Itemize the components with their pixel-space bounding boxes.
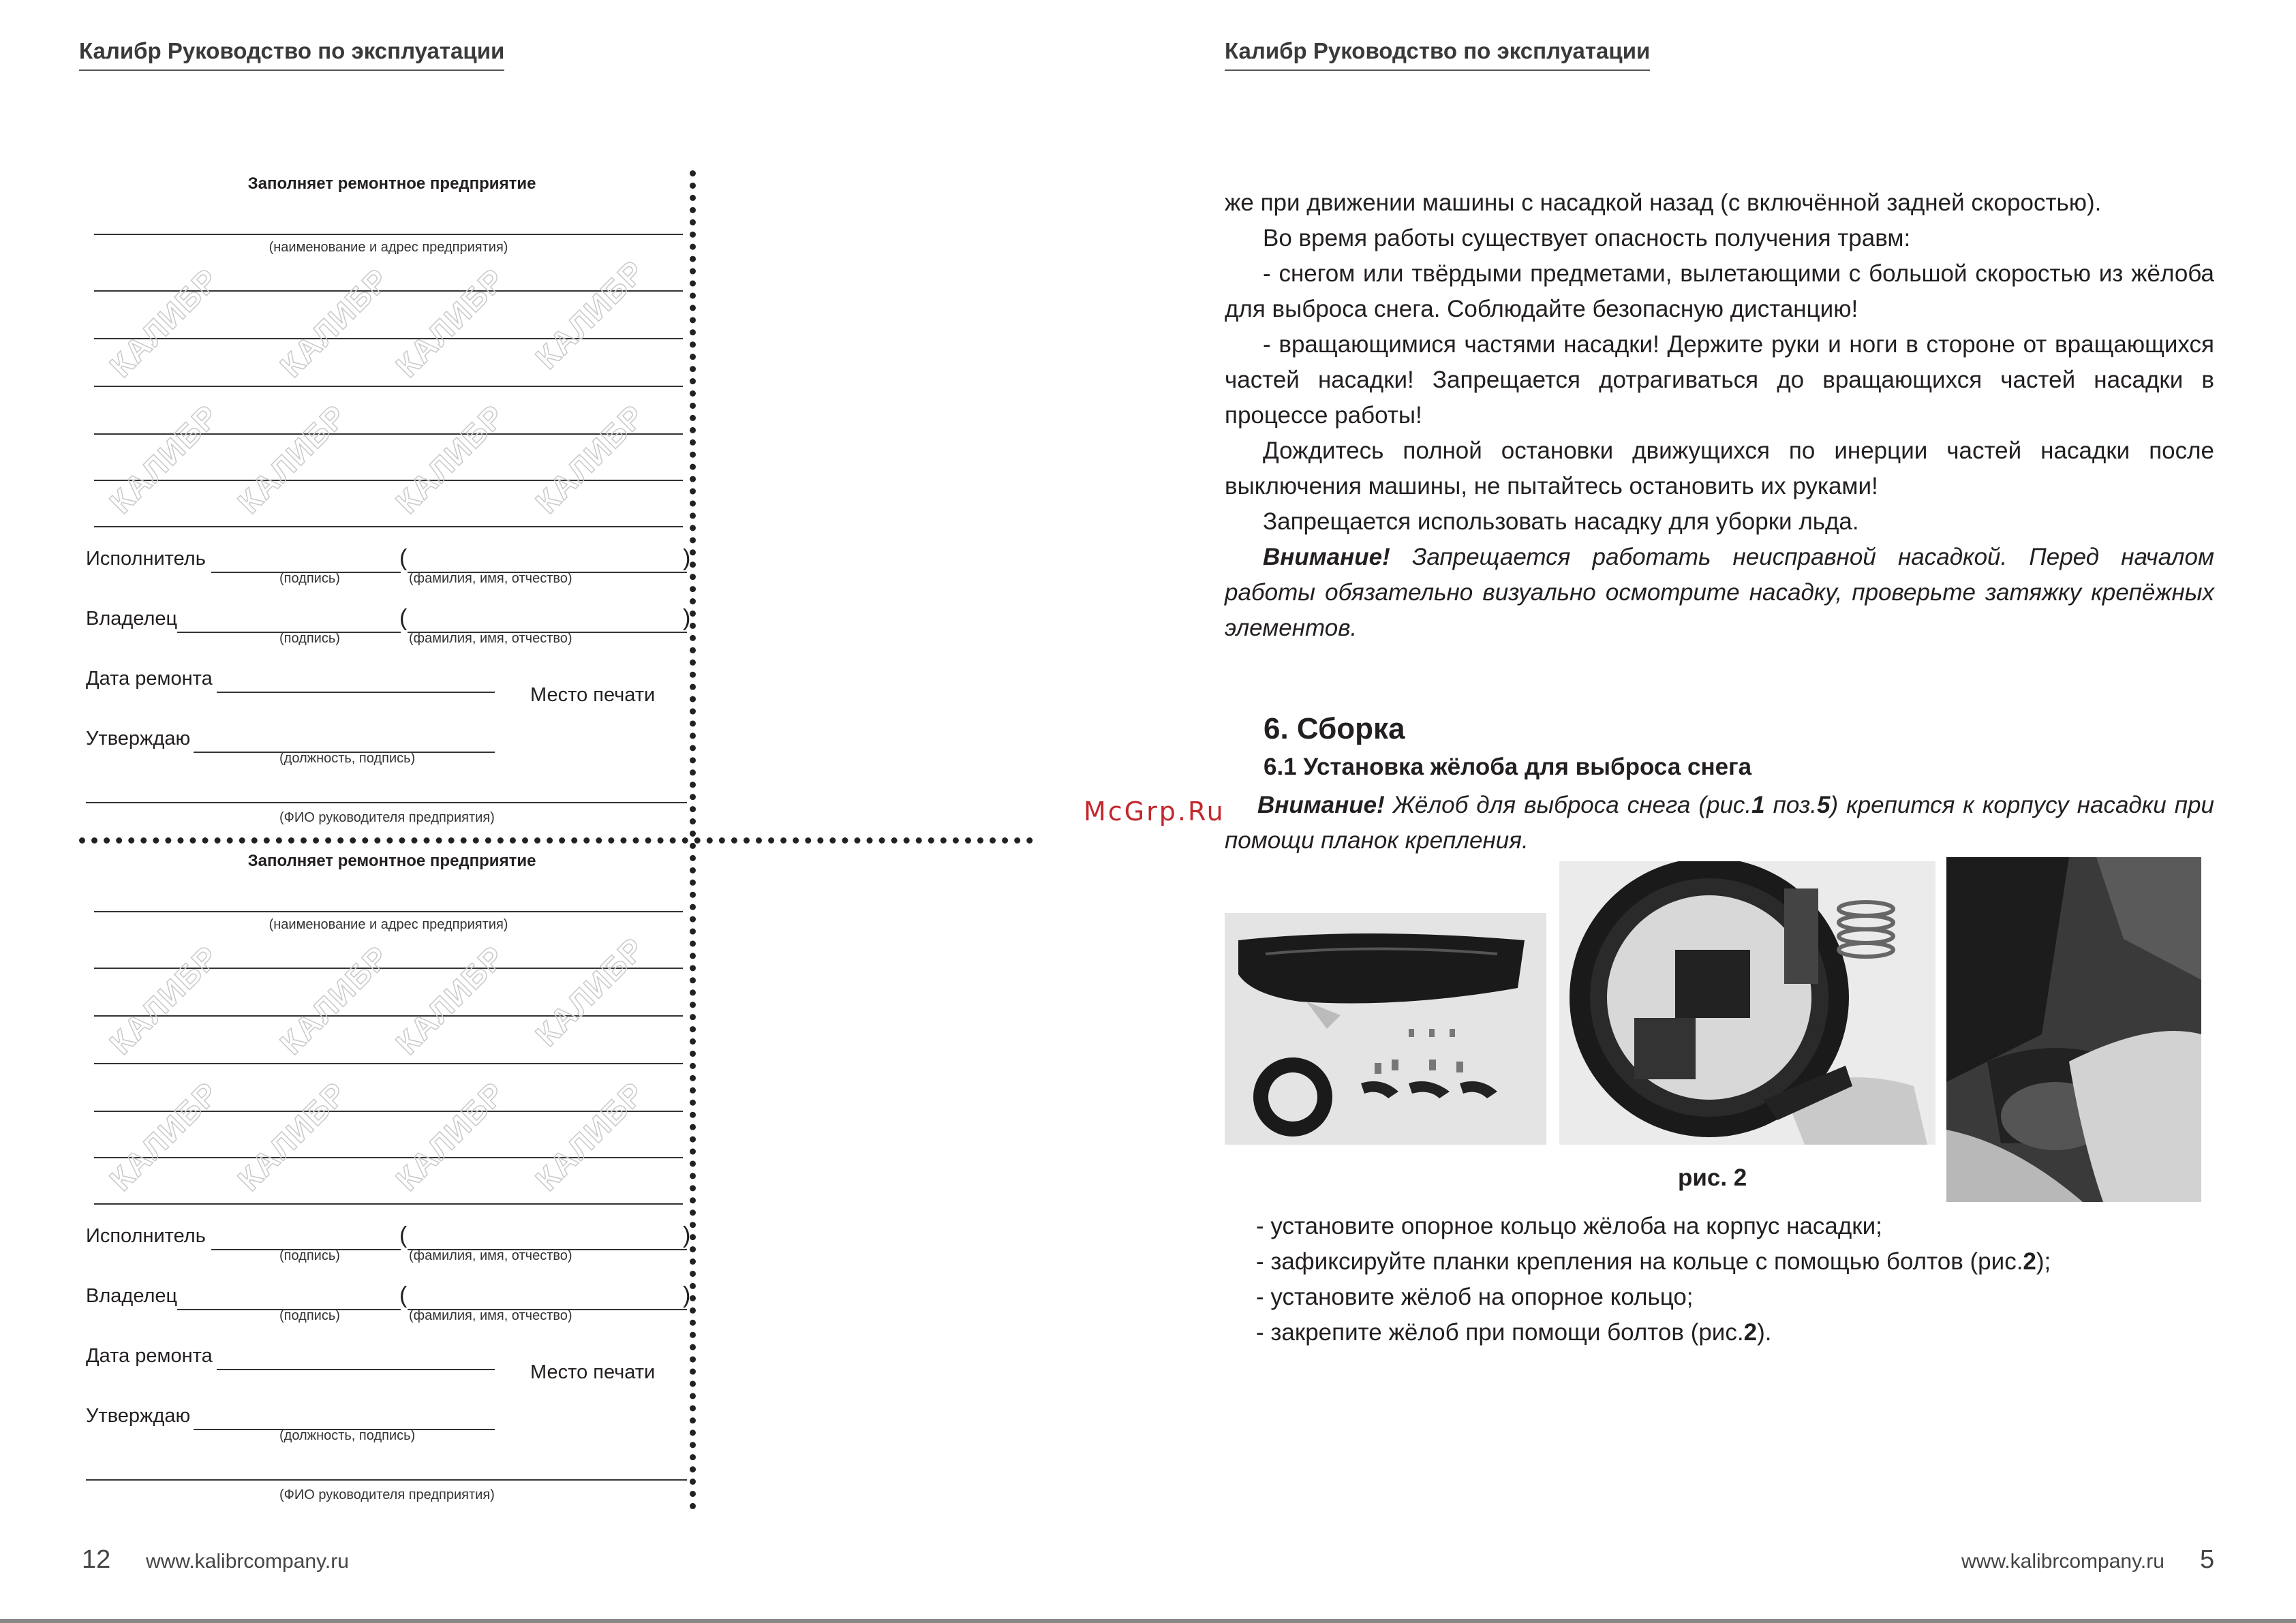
position-caption: (должность, подпись) bbox=[279, 751, 416, 766]
watermark-text: КАЛИБР bbox=[102, 1075, 226, 1198]
watermark-text: КАЛИБР bbox=[528, 253, 652, 376]
chute-mounting-illustration bbox=[1946, 857, 2201, 1202]
stamp-label: Место печати bbox=[530, 684, 656, 706]
fullname-caption: (фамилия, имя, отчество) bbox=[409, 631, 572, 646]
step-figure-ref: 2 bbox=[2023, 1248, 2036, 1275]
paragraph: Дождитесь полной остановки движущихся по инерции частей насадки после выключения машины, не пытайтесь остановить их руками! bbox=[1225, 437, 2214, 499]
watermark-text: КАЛИБР bbox=[388, 261, 512, 384]
watermark-text: КАЛИБР bbox=[230, 397, 354, 521]
paren-open: ( bbox=[399, 545, 408, 571]
paren-close: ) bbox=[683, 545, 691, 571]
watermark-text: КАЛИБР bbox=[528, 1075, 652, 1198]
repair-form-1 bbox=[0, 174, 691, 842]
photo-ring-install bbox=[1559, 861, 1935, 1145]
left-page-header: Калибр Руководство по эксплуатации bbox=[79, 38, 504, 71]
repair-form-2 bbox=[0, 852, 691, 1519]
paragraph: Запрещается использовать насадку для уборки льда. bbox=[1263, 508, 1859, 535]
form-line bbox=[94, 234, 683, 235]
form-line bbox=[94, 1015, 683, 1017]
step-text: - установите жёлоб на опорное кольцо; bbox=[1256, 1284, 1694, 1310]
warning-text: ) крепится к корпусу насадки при помощи планок крепления. bbox=[1225, 792, 2214, 854]
position-caption: (должность, подпись) bbox=[279, 1428, 416, 1443]
watermark-text: КАЛИБР bbox=[388, 938, 512, 1062]
signature-caption: (подпись) bbox=[279, 571, 340, 586]
step-text: - установите опорное кольцо жёлоба на корпус насадки; bbox=[1256, 1213, 1882, 1239]
fullname-caption: (фамилия, имя, отчество) bbox=[409, 1308, 572, 1323]
warning-paragraph-2 bbox=[1225, 788, 2214, 859]
form-line bbox=[94, 526, 683, 527]
owner-label: Владелец bbox=[86, 608, 178, 630]
assembly-step bbox=[1256, 1248, 2051, 1276]
watermark-text: КАЛИБР bbox=[388, 397, 512, 521]
paren-close: ) bbox=[683, 605, 691, 631]
paragraph: - снегом или твёрдыми предметами, вылетающими с большой скоростью из жёлоба для выброса снега. Соблюдайте безопасную дистанцию! bbox=[1225, 260, 2214, 322]
watermark-text: КАЛИБР bbox=[528, 930, 652, 1053]
step-tail: ); bbox=[2036, 1248, 2051, 1275]
paren-open: ( bbox=[399, 1282, 408, 1308]
paren-open: ( bbox=[399, 605, 408, 631]
right-footer-url[interactable]: www.kalibrcompany.ru bbox=[1961, 1550, 2164, 1573]
photo-chute-mounting bbox=[1946, 857, 2201, 1202]
assembly-step bbox=[1256, 1284, 1694, 1311]
left-page-number: 12 bbox=[82, 1545, 111, 1574]
warning-paragraph bbox=[1225, 540, 2214, 646]
figure-caption: рис. 2 bbox=[1678, 1164, 1747, 1191]
right-page-number: 5 bbox=[2200, 1545, 2215, 1574]
ring-install-illustration bbox=[1559, 861, 1935, 1145]
watermark-text: КАЛИБР bbox=[102, 261, 226, 384]
form-line bbox=[94, 1063, 683, 1064]
approve-label: Утверждаю bbox=[86, 1405, 191, 1427]
head-line bbox=[86, 1479, 687, 1481]
form-line bbox=[94, 911, 683, 912]
executor-label: Исполнитель bbox=[86, 548, 206, 570]
head-caption: (ФИО руководителя предприятия) bbox=[279, 810, 495, 825]
date-line bbox=[217, 692, 495, 693]
form-line bbox=[94, 338, 683, 339]
step-text: - закрепите жёлоб при помощи болтов (рис. bbox=[1256, 1319, 1744, 1346]
paren-close: ) bbox=[683, 1222, 691, 1248]
form-line bbox=[94, 1203, 683, 1205]
warning-text: Жёлоб для выброса снега (рис. bbox=[1384, 792, 1752, 818]
watermark-text: КАЛИБР bbox=[102, 938, 226, 1062]
step-tail: ). bbox=[1757, 1319, 1772, 1346]
warning-label: Внимание! bbox=[1263, 544, 1390, 570]
bottom-edge bbox=[0, 1619, 2296, 1623]
paragraph: - вращающимися частями насадки! Держите руки и ноги в стороне от вращающихся частей насадки! Запрещается дотрагиваться до вращающихся частей насадки в процессе работы! bbox=[1225, 331, 2214, 429]
repair-date-label: Дата ремонта bbox=[86, 1345, 213, 1367]
approve-label: Утверждаю bbox=[86, 728, 191, 749]
watermark-text: КАЛИБР bbox=[273, 261, 396, 384]
warning-text: Запрещается работать неисправной насадкой. Перед началом работы обязательно визуально осмотрите насадку, проверьте затяжку крепёжных элементов. bbox=[1225, 544, 2214, 641]
warning-label: Внимание! bbox=[1257, 792, 1385, 818]
org-caption: (наименование и адрес предприятия) bbox=[269, 917, 508, 932]
form-title: Заполняет ремонтное предприятие bbox=[247, 174, 536, 193]
position-ref: 5 bbox=[1816, 792, 1831, 818]
watermark-text: КАЛИБР bbox=[102, 397, 226, 521]
warning-text: поз. bbox=[1764, 792, 1817, 818]
owner-label: Владелец bbox=[86, 1285, 178, 1307]
right-page-header: Калибр Руководство по эксплуатации bbox=[1225, 38, 1650, 71]
form-line bbox=[94, 386, 683, 387]
org-caption: (наименование и адрес предприятия) bbox=[269, 240, 508, 255]
step-figure-ref: 2 bbox=[1743, 1319, 1758, 1346]
section-title: 6. Сборка bbox=[1264, 712, 1405, 745]
left-footer-url[interactable]: www.kalibrcompany.ru bbox=[146, 1550, 349, 1573]
executor-label: Исполнитель bbox=[86, 1225, 206, 1247]
mcgrp-watermark: McGrp.Ru bbox=[1084, 797, 1225, 826]
signature-caption: (подпись) bbox=[279, 631, 340, 646]
watermark-text: КАЛИБР bbox=[230, 1075, 354, 1198]
head-line bbox=[86, 802, 687, 803]
watermark-text: КАЛИБР bbox=[528, 397, 652, 521]
date-line bbox=[217, 1369, 495, 1370]
fullname-caption: (фамилия, имя, отчество) bbox=[409, 571, 572, 586]
paren-close: ) bbox=[683, 1282, 691, 1308]
repair-date-label: Дата ремонта bbox=[86, 668, 213, 690]
assembly-step bbox=[1256, 1319, 1771, 1346]
signature-caption: (подпись) bbox=[279, 1308, 340, 1323]
head-caption: (ФИО руководителя предприятия) bbox=[279, 1487, 495, 1502]
step-text: - зафиксируйте планки крепления на кольце с помощью болтов (рис. bbox=[1256, 1248, 2023, 1275]
subsection-title: 6.1 Установка жёлоба для выброса снега bbox=[1264, 754, 1752, 780]
paragraph: же при движении машины с насадкой назад (с включённой задней скоростью). bbox=[1225, 189, 2102, 216]
figure-ref: 1 bbox=[1751, 792, 1765, 818]
photo-chute-parts bbox=[1225, 913, 1546, 1145]
form-title: Заполняет ремонтное предприятие bbox=[247, 852, 536, 870]
stamp-label: Место печати bbox=[530, 1361, 656, 1383]
fullname-caption: (фамилия, имя, отчество) bbox=[409, 1248, 572, 1263]
chute-parts-illustration bbox=[1225, 913, 1546, 1145]
paragraph: Во время работы существует опасность получения травм: bbox=[1263, 225, 1911, 251]
signature-caption: (подпись) bbox=[279, 1248, 340, 1263]
assembly-step bbox=[1256, 1213, 1882, 1240]
paren-open: ( bbox=[399, 1222, 408, 1248]
watermark-text: КАЛИБР bbox=[388, 1075, 512, 1198]
watermark-text: КАЛИБР bbox=[273, 938, 396, 1062]
